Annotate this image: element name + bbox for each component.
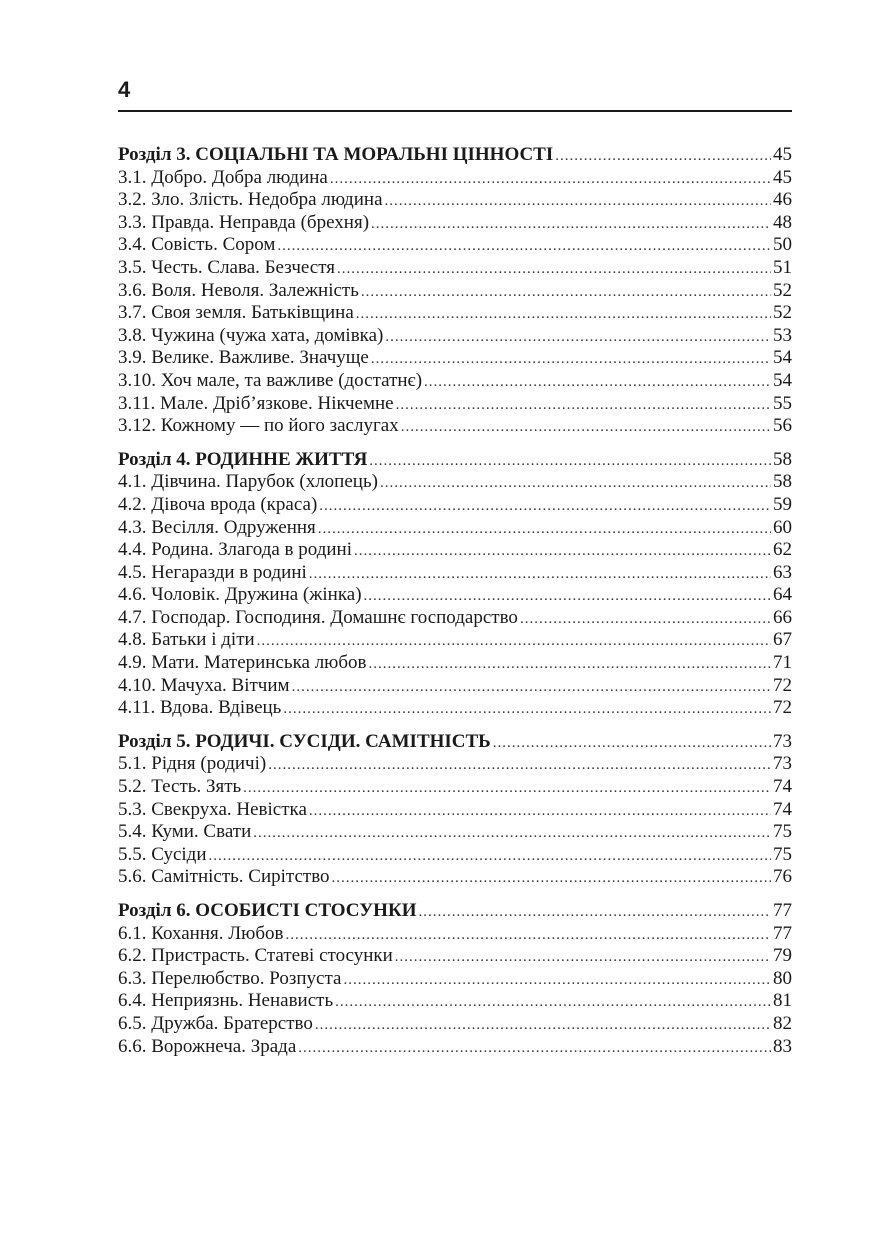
toc-section-heading bbox=[118, 144, 792, 167]
toc-section-heading bbox=[118, 731, 792, 754]
page-ref: 54 bbox=[773, 347, 792, 369]
dot-leader bbox=[337, 258, 771, 281]
dot-leader bbox=[257, 630, 771, 653]
toc-section bbox=[118, 900, 792, 1058]
dot-leader bbox=[243, 777, 771, 800]
entry-title: 3.12. Кожному — по його заслугах bbox=[118, 415, 399, 437]
dot-leader bbox=[380, 472, 771, 495]
section-title: Розділ 6. ОСОБИСТІ СТОСУНКИ bbox=[118, 900, 417, 921]
entry-title: 3.9. Велике. Важливе. Значуще bbox=[118, 347, 369, 369]
entry-title: 4.5. Негаразди в родині bbox=[118, 561, 307, 583]
page-ref: 58 bbox=[773, 448, 792, 470]
page-ref: 46 bbox=[773, 189, 792, 211]
dot-leader bbox=[319, 495, 771, 518]
toc-entry bbox=[118, 562, 792, 585]
page-ref: 76 bbox=[773, 866, 792, 888]
dot-leader bbox=[371, 213, 771, 236]
entry-title: 3.6. Воля. Неволя. Залежність bbox=[118, 279, 359, 301]
entry-title: 5.6. Самітність. Сирітство bbox=[118, 866, 330, 888]
dot-leader bbox=[369, 653, 771, 676]
entry-title: 6.2. Пристрасть. Статеві стосунки bbox=[118, 945, 393, 967]
toc-entry bbox=[118, 280, 792, 303]
section-title: Розділ 4. РОДИННЕ ЖИТТЯ bbox=[118, 448, 368, 470]
dot-leader bbox=[335, 991, 771, 1014]
page-ref: 77 bbox=[773, 922, 792, 944]
dot-leader bbox=[555, 145, 771, 168]
page-ref: 74 bbox=[773, 776, 792, 798]
toc-section-heading bbox=[118, 900, 792, 923]
toc-entry bbox=[118, 325, 792, 348]
page-ref: 67 bbox=[773, 629, 792, 651]
entry-title: 4.10. Мачуха. Вітчим bbox=[118, 674, 290, 696]
dot-leader bbox=[268, 754, 771, 777]
toc-entry bbox=[118, 923, 792, 946]
toc-entry bbox=[118, 370, 792, 393]
toc-entry bbox=[118, 776, 792, 799]
toc-entry bbox=[118, 257, 792, 280]
dot-leader bbox=[520, 608, 771, 631]
page-ref: 53 bbox=[773, 324, 792, 346]
toc-entry bbox=[118, 471, 792, 494]
entry-title: 3.1. Добро. Добра людина bbox=[118, 166, 328, 188]
toc-entry bbox=[118, 167, 792, 190]
toc-entry bbox=[118, 212, 792, 235]
toc-entry bbox=[118, 652, 792, 675]
dot-leader bbox=[354, 540, 771, 563]
page-ref: 64 bbox=[773, 584, 792, 606]
page-ref: 58 bbox=[773, 471, 792, 493]
toc-entry bbox=[118, 866, 792, 889]
entry-title: 6.4. Неприязнь. Ненависть bbox=[118, 990, 334, 1012]
toc-entry bbox=[118, 799, 792, 822]
dot-leader bbox=[369, 450, 771, 473]
entry-title: 6.1. Кохання. Любов bbox=[118, 922, 284, 944]
page-ref: 82 bbox=[773, 1012, 792, 1034]
page-ref: 62 bbox=[773, 539, 792, 561]
page-ref: 50 bbox=[773, 234, 792, 256]
dot-leader bbox=[315, 1014, 771, 1037]
entry-title: 3.2. Зло. Злість. Недобра людина bbox=[118, 189, 383, 211]
dot-leader bbox=[385, 190, 772, 213]
entry-title: 5.3. Свекруха. Невістка bbox=[118, 798, 307, 820]
page-ref: 75 bbox=[773, 843, 792, 865]
dot-leader bbox=[277, 235, 771, 258]
dot-leader bbox=[309, 563, 771, 586]
entry-title: 4.2. Дівоча врода (краса) bbox=[118, 493, 318, 515]
toc-entry bbox=[118, 234, 792, 257]
dot-leader bbox=[356, 303, 771, 326]
toc-entry bbox=[118, 393, 792, 416]
toc-entry bbox=[118, 753, 792, 776]
dot-leader bbox=[298, 1037, 771, 1060]
entry-title: 3.5. Честь. Слава. Безчестя bbox=[118, 256, 336, 278]
page-ref: 59 bbox=[773, 493, 792, 515]
toc-entry bbox=[118, 494, 792, 517]
entry-title: 5.2. Тесть. Зять bbox=[118, 776, 242, 798]
entry-title: 5.1. Рідня (родичі) bbox=[118, 753, 267, 775]
toc-entry bbox=[118, 697, 792, 720]
entry-title: 4.3. Весілля. Одруження bbox=[118, 516, 316, 538]
entry-title: 4.4. Родина. Злагода в родині bbox=[118, 539, 352, 561]
page-number: 4 bbox=[118, 77, 131, 102]
dot-leader bbox=[318, 518, 771, 541]
section-title: Розділ 5. РОДИЧІ. СУСІДИ. САМІТНІСТЬ bbox=[118, 730, 491, 752]
page-ref: 71 bbox=[773, 652, 792, 674]
toc-entry bbox=[118, 821, 792, 844]
toc-entry bbox=[118, 415, 792, 438]
page-ref: 75 bbox=[773, 821, 792, 843]
table-of-contents bbox=[118, 144, 792, 1069]
page-ref: 72 bbox=[773, 674, 792, 696]
dot-leader bbox=[209, 845, 772, 868]
page-ref: 48 bbox=[773, 211, 792, 233]
dot-leader bbox=[253, 822, 771, 845]
toc-entry bbox=[118, 539, 792, 562]
entry-title: 5.4. Куми. Свати bbox=[118, 821, 252, 843]
entry-title: 4.11. Вдова. Вдівець bbox=[118, 697, 282, 719]
page-ref: 60 bbox=[773, 516, 792, 538]
dot-leader bbox=[493, 732, 771, 755]
toc-section-heading bbox=[118, 449, 792, 472]
toc-entry bbox=[118, 302, 792, 325]
toc-entry bbox=[118, 1013, 792, 1036]
dot-leader bbox=[419, 901, 771, 924]
toc-entry bbox=[118, 347, 792, 370]
page-ref: 66 bbox=[773, 606, 792, 628]
dot-leader bbox=[330, 168, 771, 191]
dot-leader bbox=[401, 416, 771, 439]
entry-title: 4.8. Батьки і діти bbox=[118, 629, 255, 651]
page-ref: 80 bbox=[773, 967, 792, 989]
page-ref: 74 bbox=[773, 798, 792, 820]
entry-title: 3.11. Мале. Дріб’язкове. Нікчемне bbox=[118, 392, 394, 414]
dot-leader bbox=[309, 800, 771, 823]
page-ref: 77 bbox=[773, 900, 792, 921]
toc-entry bbox=[118, 945, 792, 968]
dot-leader bbox=[396, 394, 771, 417]
toc-entry bbox=[118, 189, 792, 212]
toc-section bbox=[118, 449, 792, 720]
entry-title: 3.4. Совість. Сором bbox=[118, 234, 276, 256]
toc-entry bbox=[118, 607, 792, 630]
page-ref: 54 bbox=[773, 369, 792, 391]
dot-leader bbox=[385, 326, 771, 349]
section-title: Розділ 3. СОЦІАЛЬНІ ТА МОРАЛЬНІ ЦІННОСТІ bbox=[118, 144, 554, 165]
page-ref: 63 bbox=[773, 561, 792, 583]
dot-leader bbox=[361, 281, 771, 304]
page-ref: 55 bbox=[773, 392, 792, 414]
page-ref: 52 bbox=[773, 302, 792, 324]
page-ref: 45 bbox=[773, 144, 792, 165]
entry-title: 4.7. Господар. Господиня. Домашнє господарство bbox=[118, 606, 518, 628]
header-rule bbox=[118, 110, 792, 112]
page-ref: 83 bbox=[773, 1035, 792, 1057]
toc-entry bbox=[118, 675, 792, 698]
page-ref: 51 bbox=[773, 256, 792, 278]
entry-title: 4.9. Мати. Материнська любов bbox=[118, 652, 367, 674]
entry-title: 6.6. Ворожнеча. Зрада bbox=[118, 1035, 297, 1057]
toc-entry bbox=[118, 1036, 792, 1059]
entry-title: 3.10. Хоч мале, та важливе (достатнє) bbox=[118, 369, 423, 391]
page-ref: 45 bbox=[773, 166, 792, 188]
toc-entry bbox=[118, 629, 792, 652]
dot-leader bbox=[343, 969, 771, 992]
entry-title: 6.5. Дружба. Братерство bbox=[118, 1012, 313, 1034]
dot-leader bbox=[424, 371, 771, 394]
entry-title: 3.8. Чужина (чужа хата, домівка) bbox=[118, 324, 384, 346]
page-ref: 72 bbox=[773, 697, 792, 719]
toc-entry bbox=[118, 990, 792, 1013]
dot-leader bbox=[292, 676, 771, 699]
entry-title: 4.1. Дівчина. Парубок (хлопець) bbox=[118, 471, 378, 493]
entry-title: 6.3. Перелюбство. Розпуста bbox=[118, 967, 342, 989]
entry-title: 3.7. Своя земля. Батьківщина bbox=[118, 302, 354, 324]
entry-title: 5.5. Сусіди bbox=[118, 843, 207, 865]
toc-entry bbox=[118, 584, 792, 607]
page-ref: 56 bbox=[773, 415, 792, 437]
toc-section bbox=[118, 144, 792, 438]
dot-leader bbox=[395, 946, 771, 969]
dot-leader bbox=[285, 924, 771, 947]
entry-title: 4.6. Чоловік. Дружина (жінка) bbox=[118, 584, 362, 606]
toc-section bbox=[118, 731, 792, 889]
page-ref: 73 bbox=[773, 753, 792, 775]
page-ref: 79 bbox=[773, 945, 792, 967]
entry-title: 3.3. Правда. Неправда (брехня) bbox=[118, 211, 370, 233]
toc-entry bbox=[118, 968, 792, 991]
page-ref: 81 bbox=[773, 990, 792, 1012]
dot-leader bbox=[283, 698, 771, 721]
page-ref: 52 bbox=[773, 279, 792, 301]
dot-leader bbox=[332, 867, 771, 890]
dot-leader bbox=[371, 348, 771, 371]
dot-leader bbox=[364, 585, 771, 608]
page-ref: 73 bbox=[773, 730, 792, 752]
toc-entry bbox=[118, 517, 792, 540]
toc-entry bbox=[118, 844, 792, 867]
